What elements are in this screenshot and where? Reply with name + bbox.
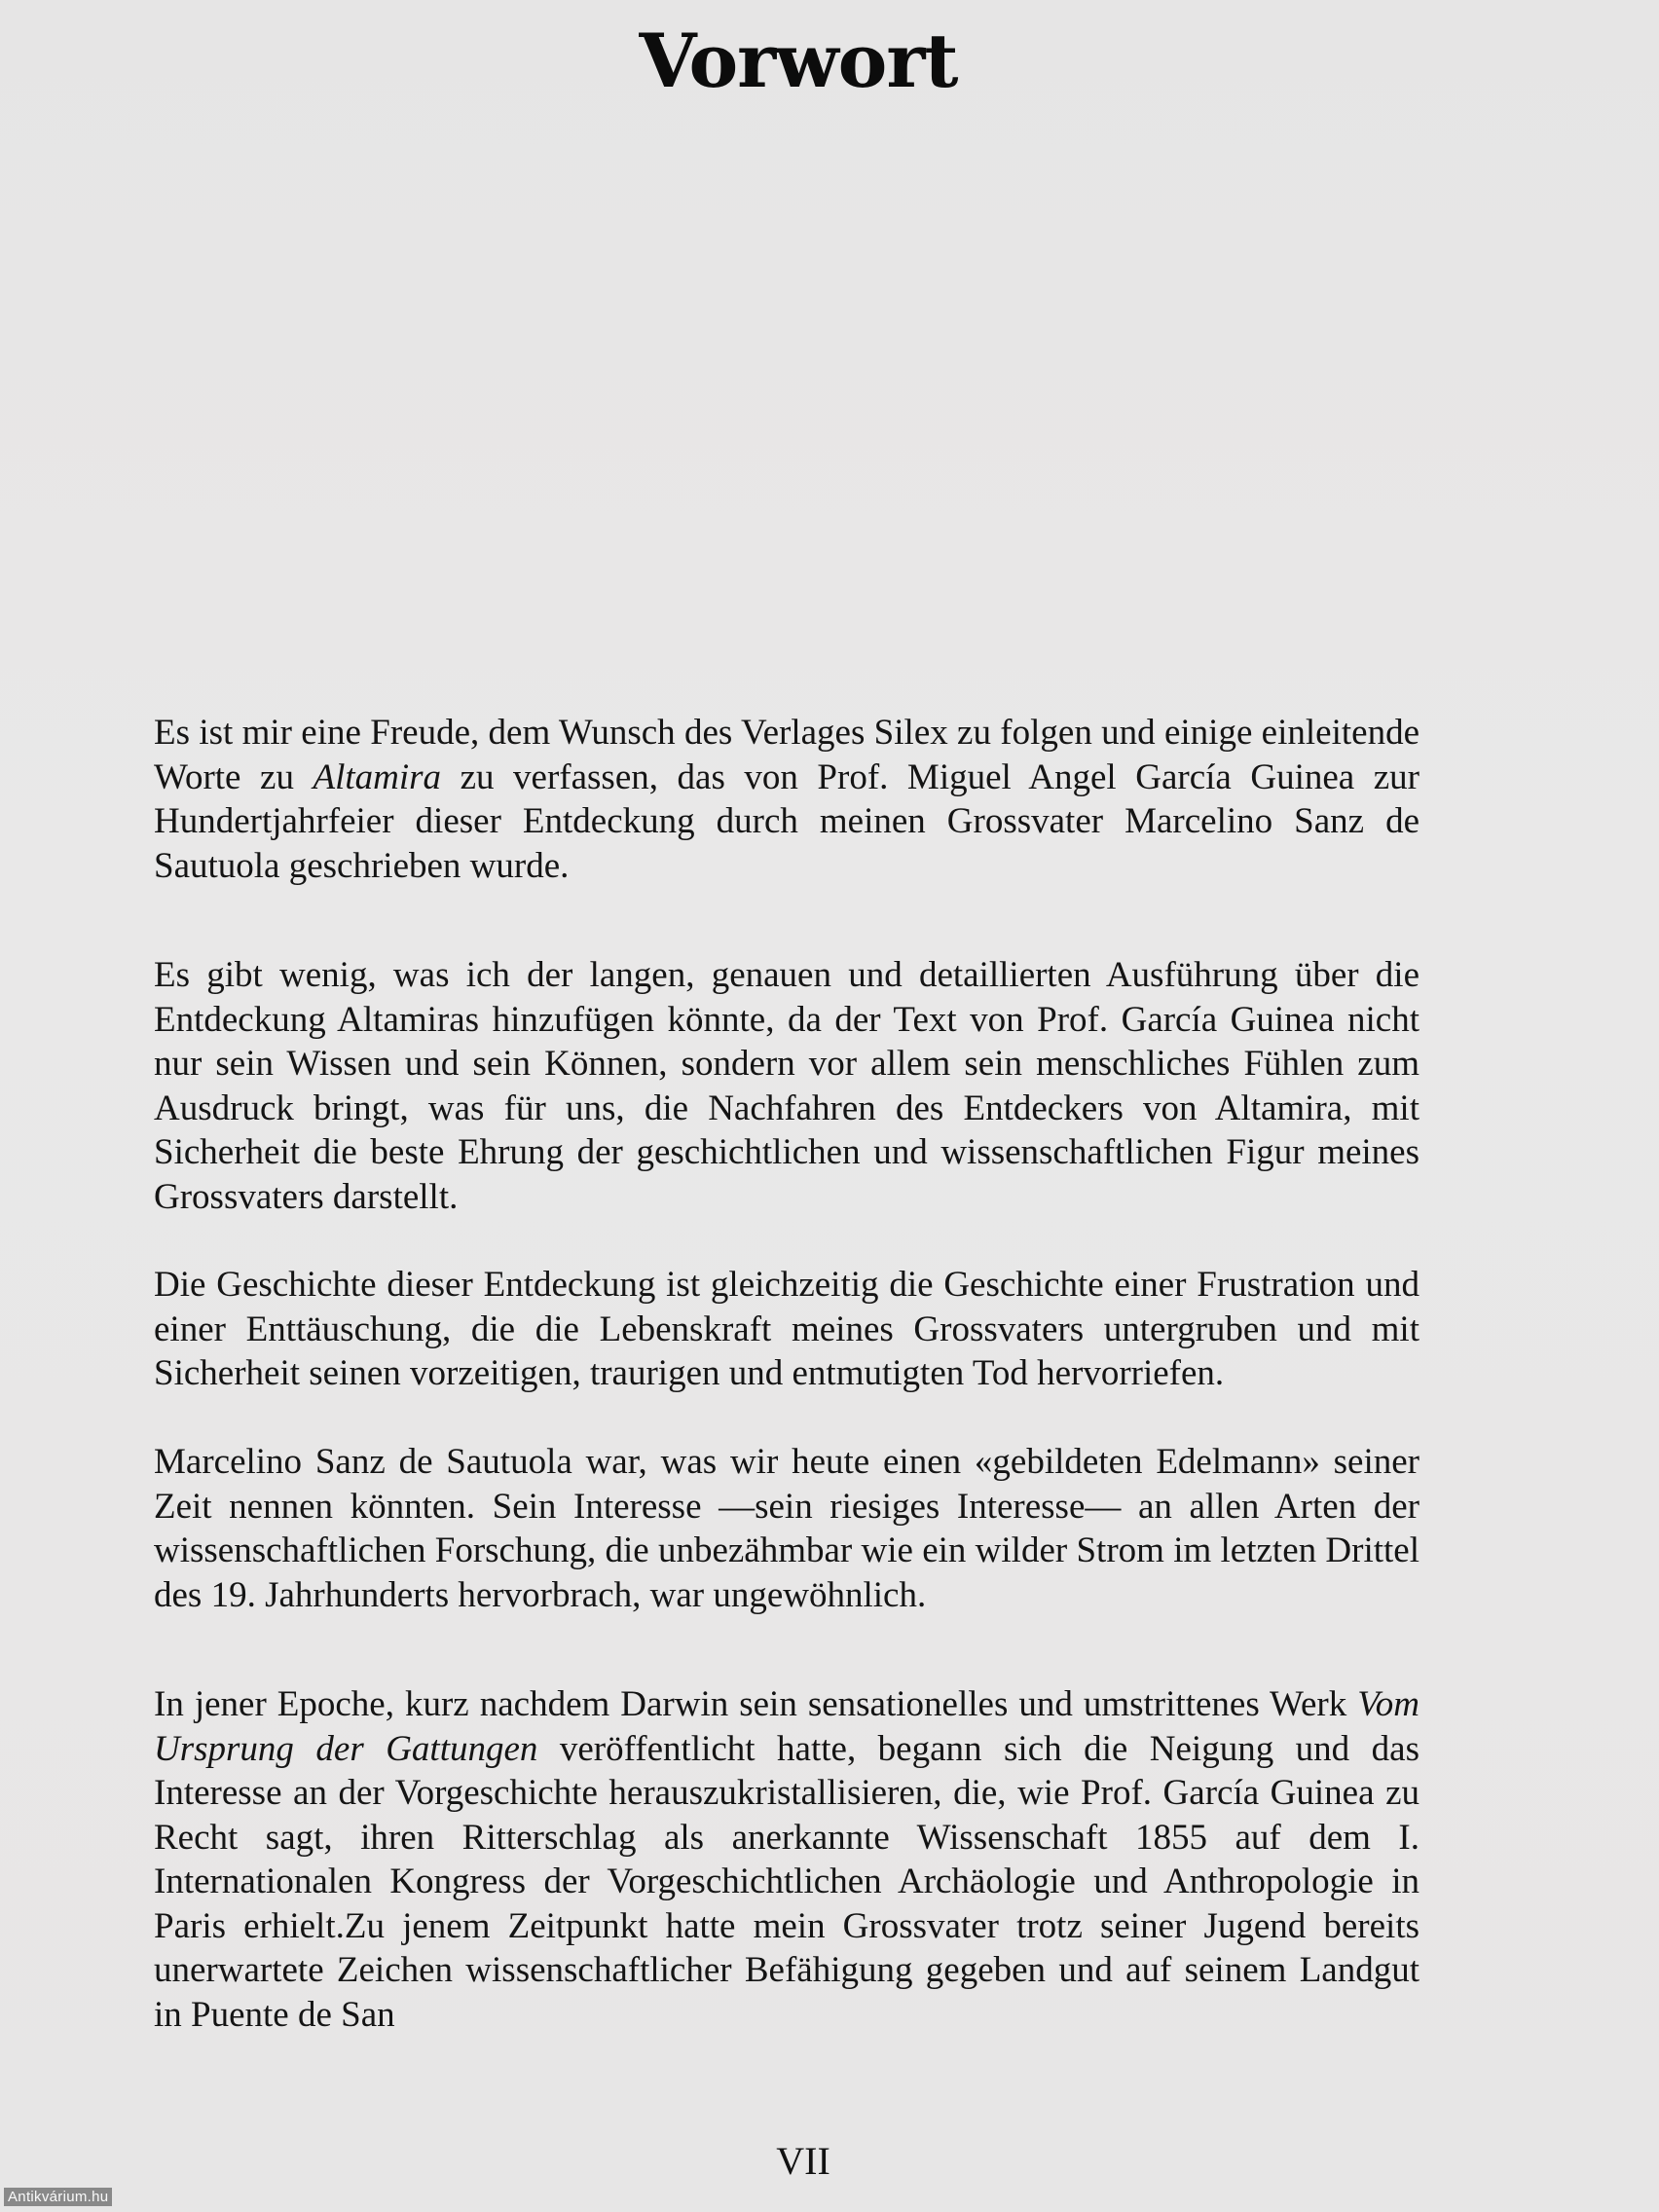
paragraph-5	[154, 1682, 1419, 2037]
watermark: Antikvárium.hu	[4, 2188, 112, 2206]
paragraph-4: Marcelino Sanz de Sautuola war, was wir heute einen «gebildeten Edelmann» seiner Zeit nennen könnten. Sein Interesse —sein riesiges Interesse— an allen Arten der wissenschaftlichen Forschung, die unbezähmbar wie ein wilder Strom im letzten Drittel des 19. Jahrhunderts hervorbrach, war ungewöhnlich.	[154, 1442, 1419, 1615]
page-title: Vorwort	[639, 18, 958, 104]
paragraph-5-text-start: In jener Epoche, kurz nachdem Darwin sein sensationelles und umstrittenes Werk	[154, 1684, 1358, 1724]
paragraph-1	[154, 711, 1419, 888]
page-number: VII	[776, 2139, 830, 2183]
paragraph-2: Es gibt wenig, was ich der langen, genauen und detaillierten Ausführung über die Entdeckung Altamiras hinzufügen könnte, da der Text von Prof. García Guinea nicht nur sein Wissen und sein Können, sondern vor allem sein menschliches Fühlen zum Ausdruck bringt, was für uns, die Nachfahren des Entdeckers von Altamira, mit Sicherheit die beste Ehrung der geschichtlichen und wissenschaftlichen Figur meines Grossvaters darstellt.	[154, 955, 1419, 1217]
book-title-darwin: Vom Ursprung der Gattungen	[154, 1684, 1419, 1769]
paragraph-1-text-end: zu verfassen, das von Prof. Miguel Angel García Guinea zur Hundertjahrfeier dieser Entdeckung durch meinen Grossvater Marcelino Sanz de Sautuola geschrieben wurde.	[154, 756, 1419, 886]
paragraph-1-text-start: Es ist mir eine Freude, dem Wunsch des Verlages Silex zu folgen und einige einleitende Worte zu	[154, 713, 1419, 797]
paragraph-5-text-end: veröffentlicht hatte, begann sich die Neigung und das Interesse an der Vorgeschichte herauszukristallisieren, die, wie Prof. García Guinea zu Recht sagt, ihren Ritterschlag als anerkannte Wissenschaft 1855 auf dem I. Internationalen Kongress der Vorgeschichtlichen Archäologie und Anthropologie in Paris erhielt.Zu jenem Zeitpunkt hatte mein Grossvater trotz seiner Jugend bereits unerwartete Zeichen wissenschaftlicher Befähigung gegeben und auf seinem Landgut in Puente de San	[154, 1728, 1419, 2035]
book-title-altamira: Altamira	[313, 756, 442, 797]
paragraph-3: Die Geschichte dieser Entdeckung ist gleichzeitig die Geschichte einer Frustration und einer Enttäuschung, die die Lebenskraft meines Grossvaters untergruben und mit Sicherheit seinen vorzeitigen, traurigen und entmutigten Tod hervorriefen.	[154, 1265, 1419, 1393]
